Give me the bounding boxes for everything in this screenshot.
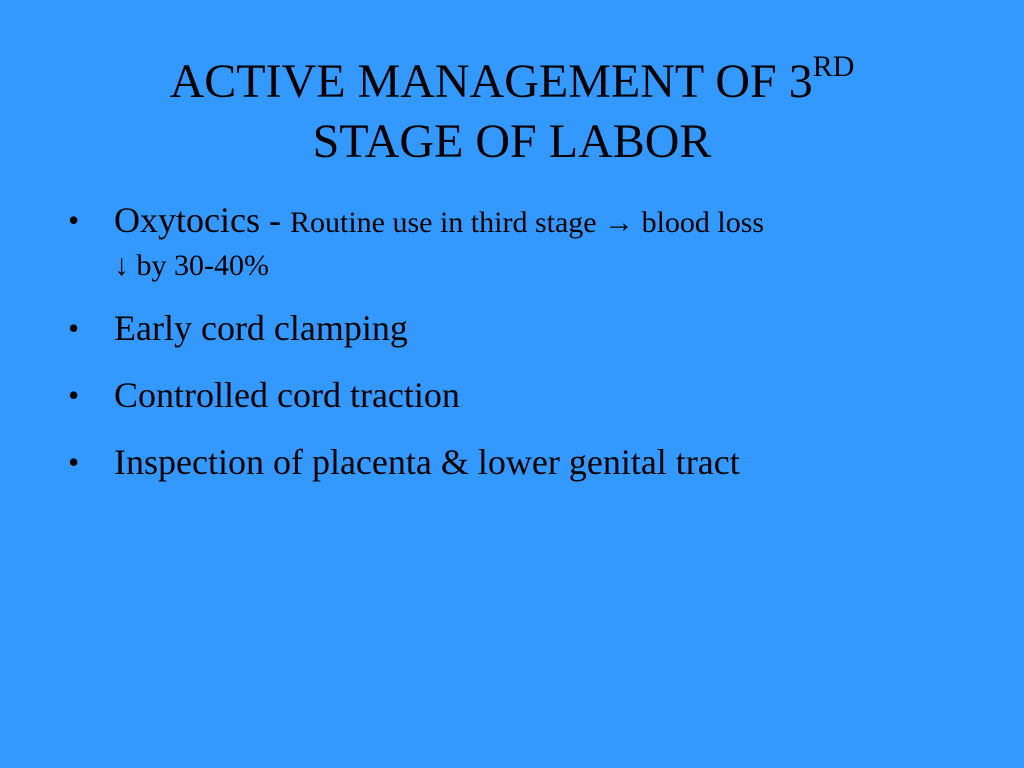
bullet-item-oxytocics: [64, 196, 984, 285]
bullet-icon: •: [68, 444, 80, 480]
bullet-detail-line-2: ↓ by 30-40%: [114, 249, 269, 282]
bullet-list: [64, 196, 984, 505]
bullet-text: Early cord clamping: [114, 308, 408, 348]
bullet-text: Inspection of placenta & lower genital tract: [114, 442, 740, 482]
title-line-2: STAGE OF LABOR: [312, 115, 712, 168]
title-main: ACTIVE MANAGEMENT OF 3: [169, 55, 813, 108]
bullet-item-controlled-cord-traction: [64, 371, 984, 419]
bullet-detail: Routine use in third stage → blood loss: [289, 206, 765, 239]
bullet-lead: Oxytocics -: [114, 200, 290, 240]
bullet-item-early-cord-clamping: [64, 304, 984, 352]
slide-title: [40, 52, 984, 172]
bullet-text: Controlled cord traction: [114, 375, 460, 415]
bullet-item-inspection: [64, 438, 984, 486]
title-superscript: RD: [812, 50, 855, 83]
bullet-icon: •: [68, 310, 80, 346]
bullet-icon: •: [68, 377, 80, 413]
bullet-icon: •: [68, 202, 80, 238]
